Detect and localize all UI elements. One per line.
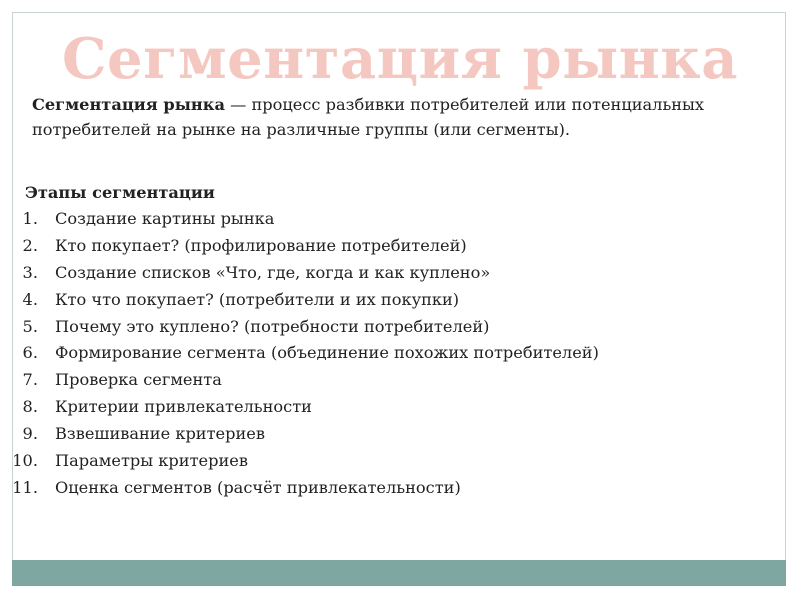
step-text: Проверка сегмента [55, 370, 222, 390]
step-text: Кто покупает? (профилирование потребителей) [55, 235, 467, 255]
step-number: 7. [22, 370, 38, 390]
step-text: Создание картины рынка [55, 209, 275, 228]
step-item [0, 340, 790, 367]
slide-title: Сегментация рынка [61, 26, 739, 92]
definition-term: Сегментация рынка [32, 95, 225, 114]
step-text: Критерии привлекательности [55, 397, 312, 417]
step-text: Взвешивание критериев [55, 424, 265, 444]
slide-bottom-bar [12, 560, 786, 586]
step-item [0, 314, 790, 341]
step-text: Кто что покупает? (потребители и их покупки) [55, 289, 460, 309]
step-item [0, 475, 790, 502]
step-item [0, 367, 790, 394]
step-item [0, 206, 790, 233]
step-text: Оценка сегментов (расчёт привлекательности) [55, 477, 461, 497]
step-text: Формирование сегмента (объединение похожих потребителей) [55, 343, 599, 363]
step-item [0, 260, 790, 287]
steps-heading: Этапы сегментации [25, 183, 215, 202]
step-number: 3. [22, 262, 38, 282]
definition-paragraph [32, 92, 777, 142]
definition-text: — процесс разбивки потребителей или потенциальных потребителей на рынке на различные группы (или сегменты). [32, 95, 705, 139]
step-text: Параметры критериев [55, 451, 248, 471]
step-number: 11. [12, 477, 38, 497]
step-item [0, 287, 790, 314]
step-number: 8. [22, 397, 38, 417]
step-item [0, 233, 790, 260]
step-item [0, 421, 790, 448]
step-number: 9. [22, 424, 38, 444]
step-number: 1. [22, 209, 38, 228]
step-number: 2. [22, 235, 38, 255]
step-text: Создание списков «Что, где, когда и как куплено» [55, 262, 491, 282]
step-number: 5. [22, 316, 38, 336]
step-number: 6. [22, 343, 38, 363]
step-number: 10. [12, 451, 38, 471]
step-item [0, 394, 790, 421]
steps-list [0, 206, 790, 502]
step-text: Почему это куплено? (потребности потребителей) [55, 316, 490, 336]
step-item [0, 448, 790, 475]
step-number: 4. [22, 289, 38, 309]
